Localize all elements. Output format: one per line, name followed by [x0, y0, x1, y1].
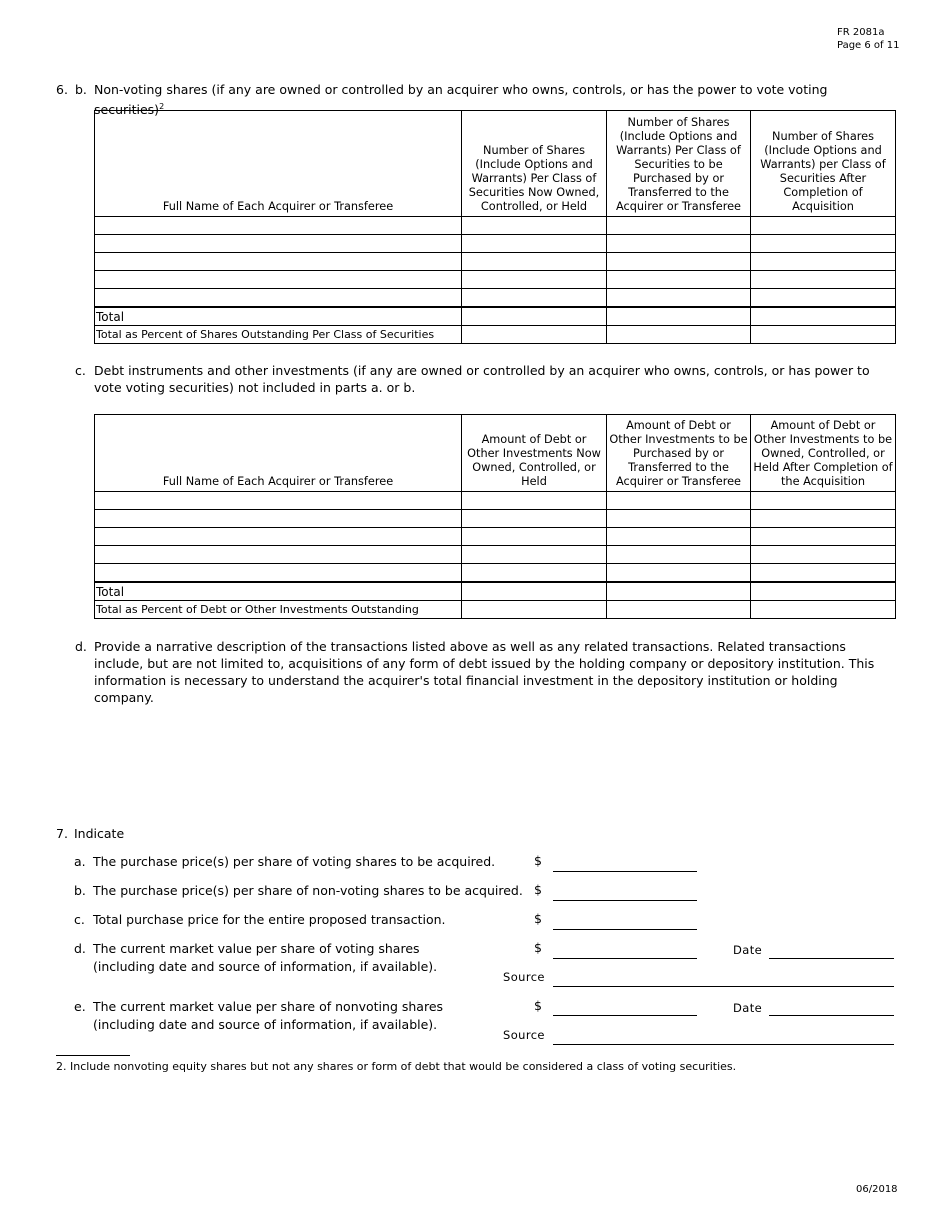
col-header-name: Full Name of Each Acquirer or Transferee	[95, 415, 462, 492]
item-7a-letter: a.	[74, 854, 86, 869]
item-7a-price-field[interactable]	[553, 871, 697, 872]
item-7d-date-field[interactable]	[769, 958, 894, 959]
percent-after-completion-cell[interactable]	[751, 601, 896, 619]
after-completion-cell[interactable]	[751, 528, 896, 546]
table-row	[95, 546, 896, 564]
total-row	[95, 307, 896, 326]
name-cell[interactable]	[95, 271, 462, 289]
name-cell[interactable]	[95, 235, 462, 253]
section-6d-text: Provide a narrative description of the transactions listed above as well as any related transactions. Related transactions include, but are not limited to, acquisitions of any form of debt issued by the holding company or depository institution. This information is necessary to understand the acquirer's total financial investment in the depository institution or holding company.	[94, 639, 875, 705]
footnote-text: 2. Include nonvoting equity shares but not any shares or form of debt that would be considered a class of voting securities.	[56, 1060, 737, 1073]
table-row	[95, 253, 896, 271]
now-owned-cell[interactable]	[462, 546, 607, 564]
total-label: Total	[95, 582, 462, 601]
item-7e-source-label: Source	[503, 1028, 545, 1042]
now-owned-cell[interactable]	[462, 289, 607, 308]
name-cell[interactable]	[95, 510, 462, 528]
table-row	[95, 492, 896, 510]
item-7b-price-field[interactable]	[553, 900, 697, 901]
item-7e-text-line1: The current market value per share of nonvoting shares	[93, 999, 444, 1014]
percent-to-be-purchased-cell[interactable]	[607, 601, 751, 619]
name-cell[interactable]	[95, 289, 462, 308]
item-7d-letter: d.	[74, 941, 86, 956]
item-7a-text: The purchase price(s) per share of voting shares to be acquired.	[93, 854, 496, 869]
table-row	[95, 289, 896, 308]
item-7d-source-field[interactable]	[553, 986, 894, 987]
name-cell[interactable]	[95, 253, 462, 271]
now-owned-cell[interactable]	[462, 253, 607, 271]
table-row	[95, 217, 896, 235]
percent-row	[95, 601, 896, 619]
item-7e-date-field[interactable]	[769, 1015, 894, 1016]
total-to-be-purchased-cell[interactable]	[607, 582, 751, 601]
name-cell[interactable]	[95, 564, 462, 583]
revision-date: 06/2018	[856, 1184, 898, 1195]
percent-row	[95, 326, 896, 344]
total-after-completion-cell[interactable]	[751, 307, 896, 326]
name-cell[interactable]	[95, 528, 462, 546]
percent-to-be-purchased-cell[interactable]	[607, 326, 751, 344]
section-6d-letter: d.	[75, 639, 87, 654]
after-completion-cell[interactable]	[751, 510, 896, 528]
to-be-purchased-cell[interactable]	[607, 528, 751, 546]
section-6c-text: Debt instruments and other investments (if any are owned or controlled by an acquirer who owns, controls, or has power to vote voting securities) not included in parts a. or b.	[94, 363, 870, 395]
item-7a-dollar-sign: $	[534, 853, 542, 868]
section-6-number: 6.	[56, 82, 68, 97]
section-7-title: Indicate	[74, 826, 125, 841]
form-header	[837, 26, 899, 52]
section-6c-letter: c.	[75, 363, 86, 378]
col-header-now-owned: Amount of Debt or Other Investments Now Owned, Controlled, or Held	[462, 415, 607, 492]
total-to-be-purchased-cell[interactable]	[607, 307, 751, 326]
after-completion-cell[interactable]	[751, 546, 896, 564]
percent-label: Total as Percent of Debt or Other Investments Outstanding	[95, 601, 462, 619]
to-be-purchased-cell[interactable]	[607, 546, 751, 564]
item-7d-value-field[interactable]	[553, 958, 697, 959]
total-row	[95, 582, 896, 601]
item-7d-text-line1: The current market value per share of voting shares	[93, 941, 420, 956]
item-7e-value-field[interactable]	[553, 1015, 697, 1016]
now-owned-cell[interactable]	[462, 492, 607, 510]
item-7d-source-label: Source	[503, 970, 545, 984]
now-owned-cell[interactable]	[462, 235, 607, 253]
now-owned-cell[interactable]	[462, 528, 607, 546]
table-row	[95, 235, 896, 253]
to-be-purchased-cell[interactable]	[607, 492, 751, 510]
item-7d-text-line2: (including date and source of information, if available).	[93, 959, 438, 974]
table-row	[95, 510, 896, 528]
table-row	[95, 271, 896, 289]
footnote-divider	[56, 1055, 130, 1056]
section-6b-text: Non-voting shares (if any are owned or controlled by an acquirer who owns, controls, or has the power to vote voting securities)$^2$	[94, 82, 828, 118]
to-be-purchased-cell[interactable]	[607, 564, 751, 583]
now-owned-cell[interactable]	[462, 217, 607, 235]
col-header-to-be-purchased: Number of Shares (Include Options and Warrants) Per Class of Securities to be Purchased by or Transferred to the Acquirer or Transferee	[607, 111, 751, 217]
footnote-ref: 2	[159, 102, 165, 111]
after-completion-cell[interactable]	[751, 492, 896, 510]
table-row	[95, 528, 896, 546]
item-7b-letter: b.	[74, 883, 86, 898]
col-header-after-completion: Amount of Debt or Other Investments to be Owned, Controlled, or Held After Completion of the Acquisition	[751, 415, 896, 492]
debt-investments-table	[94, 414, 896, 619]
item-7e-text-line2: (including date and source of information, if available).	[93, 1017, 438, 1032]
after-completion-cell[interactable]	[751, 289, 896, 308]
total-after-completion-cell[interactable]	[751, 582, 896, 601]
item-7e-dollar-sign: $	[534, 998, 542, 1013]
item-7d-date-label: Date	[733, 943, 763, 957]
after-completion-cell[interactable]	[751, 253, 896, 271]
non-voting-shares-table	[94, 110, 896, 344]
item-7e-date-label: Date	[733, 1001, 763, 1015]
item-7c-letter: c.	[74, 912, 85, 927]
name-cell[interactable]	[95, 546, 462, 564]
section-6b-letter: b.	[75, 82, 87, 97]
item-7d-dollar-sign: $	[534, 940, 542, 955]
now-owned-cell[interactable]	[462, 271, 607, 289]
to-be-purchased-cell[interactable]	[607, 271, 751, 289]
to-be-purchased-cell[interactable]	[607, 289, 751, 308]
after-completion-cell[interactable]	[751, 271, 896, 289]
percent-after-completion-cell[interactable]	[751, 326, 896, 344]
col-header-after-completion: Number of Shares (Include Options and Warrants) per Class of Securities After Completion of Acquisition	[751, 111, 896, 217]
col-header-to-be-purchased: Amount of Debt or Other Investments to be Purchased by or Transferred to the Acquirer or Transferee	[607, 415, 751, 492]
item-7c-total-price-field[interactable]	[553, 929, 697, 930]
name-cell[interactable]	[95, 492, 462, 510]
narrative-answer-area[interactable]	[94, 695, 894, 815]
after-completion-cell[interactable]	[751, 564, 896, 583]
item-7c-text: Total purchase price for the entire proposed transaction.	[93, 912, 446, 927]
percent-now-owned-cell[interactable]	[462, 326, 607, 344]
total-now-owned-cell[interactable]	[462, 582, 607, 601]
after-completion-cell[interactable]	[751, 217, 896, 235]
total-now-owned-cell[interactable]	[462, 307, 607, 326]
item-7b-dollar-sign: $	[534, 882, 542, 897]
page-number: Page 6 of 11	[837, 40, 900, 51]
col-header-name: Full Name of Each Acquirer or Transferee	[95, 111, 462, 217]
form-id: FR 2081a	[837, 27, 885, 38]
item-7e-letter: e.	[74, 999, 86, 1014]
item-7b-text: The purchase price(s) per share of non-voting shares to be acquired.	[93, 883, 523, 898]
total-label: Total	[95, 307, 462, 326]
section-7-number: 7.	[56, 826, 68, 841]
now-owned-cell[interactable]	[462, 564, 607, 583]
item-7c-dollar-sign: $	[534, 911, 542, 926]
to-be-purchased-cell[interactable]	[607, 253, 751, 271]
to-be-purchased-cell[interactable]	[607, 217, 751, 235]
to-be-purchased-cell[interactable]	[607, 510, 751, 528]
name-cell[interactable]	[95, 217, 462, 235]
table-row	[95, 564, 896, 583]
after-completion-cell[interactable]	[751, 235, 896, 253]
col-header-now-owned: Number of Shares (Include Options and Warrants) Per Class of Securities Now Owned, Controlled, or Held	[462, 111, 607, 217]
percent-label: Total as Percent of Shares Outstanding Per Class of Securities	[95, 326, 462, 344]
now-owned-cell[interactable]	[462, 510, 607, 528]
percent-now-owned-cell[interactable]	[462, 601, 607, 619]
to-be-purchased-cell[interactable]	[607, 235, 751, 253]
item-7e-source-field[interactable]	[553, 1044, 894, 1045]
